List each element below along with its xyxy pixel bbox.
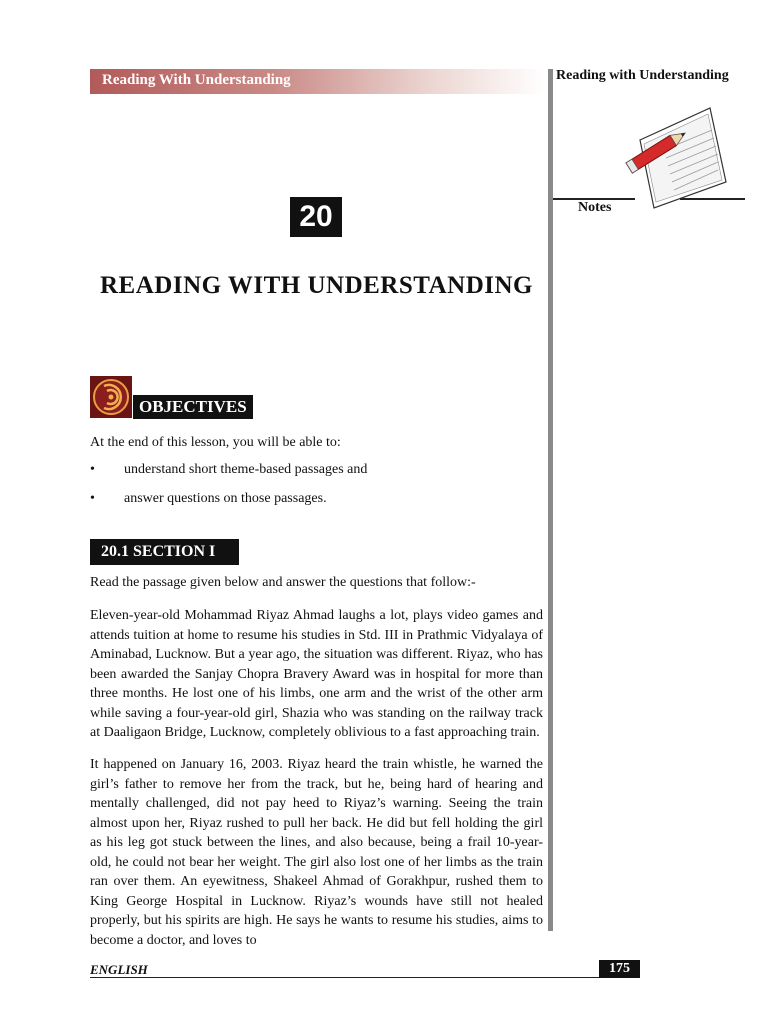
page-number: 175: [599, 960, 640, 978]
section-heading: 20.1 SECTION I: [90, 539, 239, 565]
passage-paragraph: [90, 755, 543, 950]
running-header-title: Reading With Understanding: [102, 72, 291, 88]
running-header-band: [90, 69, 545, 94]
passage-paragraph-text: Eleven-year-old Mohammad Riyaz Ahmad laughs a lot, plays video games and attends tuition at home to resume his studies in Std. III in Prathmic Vidyalaya of Aminabad, Lucknow. But a year ago, the situation was different. Riyaz, who has been awarded the Sanjay Chopra Bravery Award was in hospital for more than three months. He lost one of his limbs, one arm and the wrist of the other arm while saving a four-year-old girl, Shazia who was standing on the railway track at Daaligaon Bridge, Lucknow, completely oblivious to a fast approaching train.: [90, 608, 543, 740]
target-icon: [90, 376, 132, 418]
sidebar-title: Reading with Understanding: [556, 68, 729, 83]
pencil-on-paper-icon: [618, 100, 728, 212]
section-instruction: Read the passage given below and answer the questions that follow:-: [90, 575, 476, 590]
footer-subject: ENGLISH: [90, 962, 148, 977]
chapter-number: 20: [290, 197, 342, 237]
objective-text: understand short theme-based passages and: [124, 462, 368, 477]
notes-rule-right: [680, 198, 745, 200]
objectives-intro: At the end of this lesson, you will be able to:: [90, 435, 341, 450]
lesson-title: READING WITH UNDERSTANDING: [100, 272, 533, 299]
notes-label: Notes: [578, 200, 612, 215]
footer-rule: [90, 977, 640, 978]
bullet-icon: •: [90, 491, 95, 506]
objective-text: answer questions on those passages.: [124, 491, 327, 506]
passage-paragraph-text: It happened on January 16, 2003. Riyaz heard the train whistle, he warned the girl’s father to remove her from the track, but he, being hard of hearing and mentally challenged, did not pay heed to Riyaz’s warning. Seeing the train almost upon her, Riyaz rushed to pull her back. He did but fell holding the girl as his leg got stuck between the lines, and also because, being a frail 10-year-old, he could not bear her weight. The girl also lost one of her limbs as the train ran over them. An eyewitness, Shakeel Ahmad of Gorakhpur, rushed them to King George Hospital in Lucknow. Riyaz’s wounds have still not healed properly, but his spirits are high. He says he wants to resume his studies, aims to become a doctor, and loves to: [90, 757, 543, 948]
passage-paragraph: [90, 606, 543, 743]
bullet-icon: •: [90, 462, 95, 477]
objectives-heading: OBJECTIVES: [133, 395, 253, 419]
